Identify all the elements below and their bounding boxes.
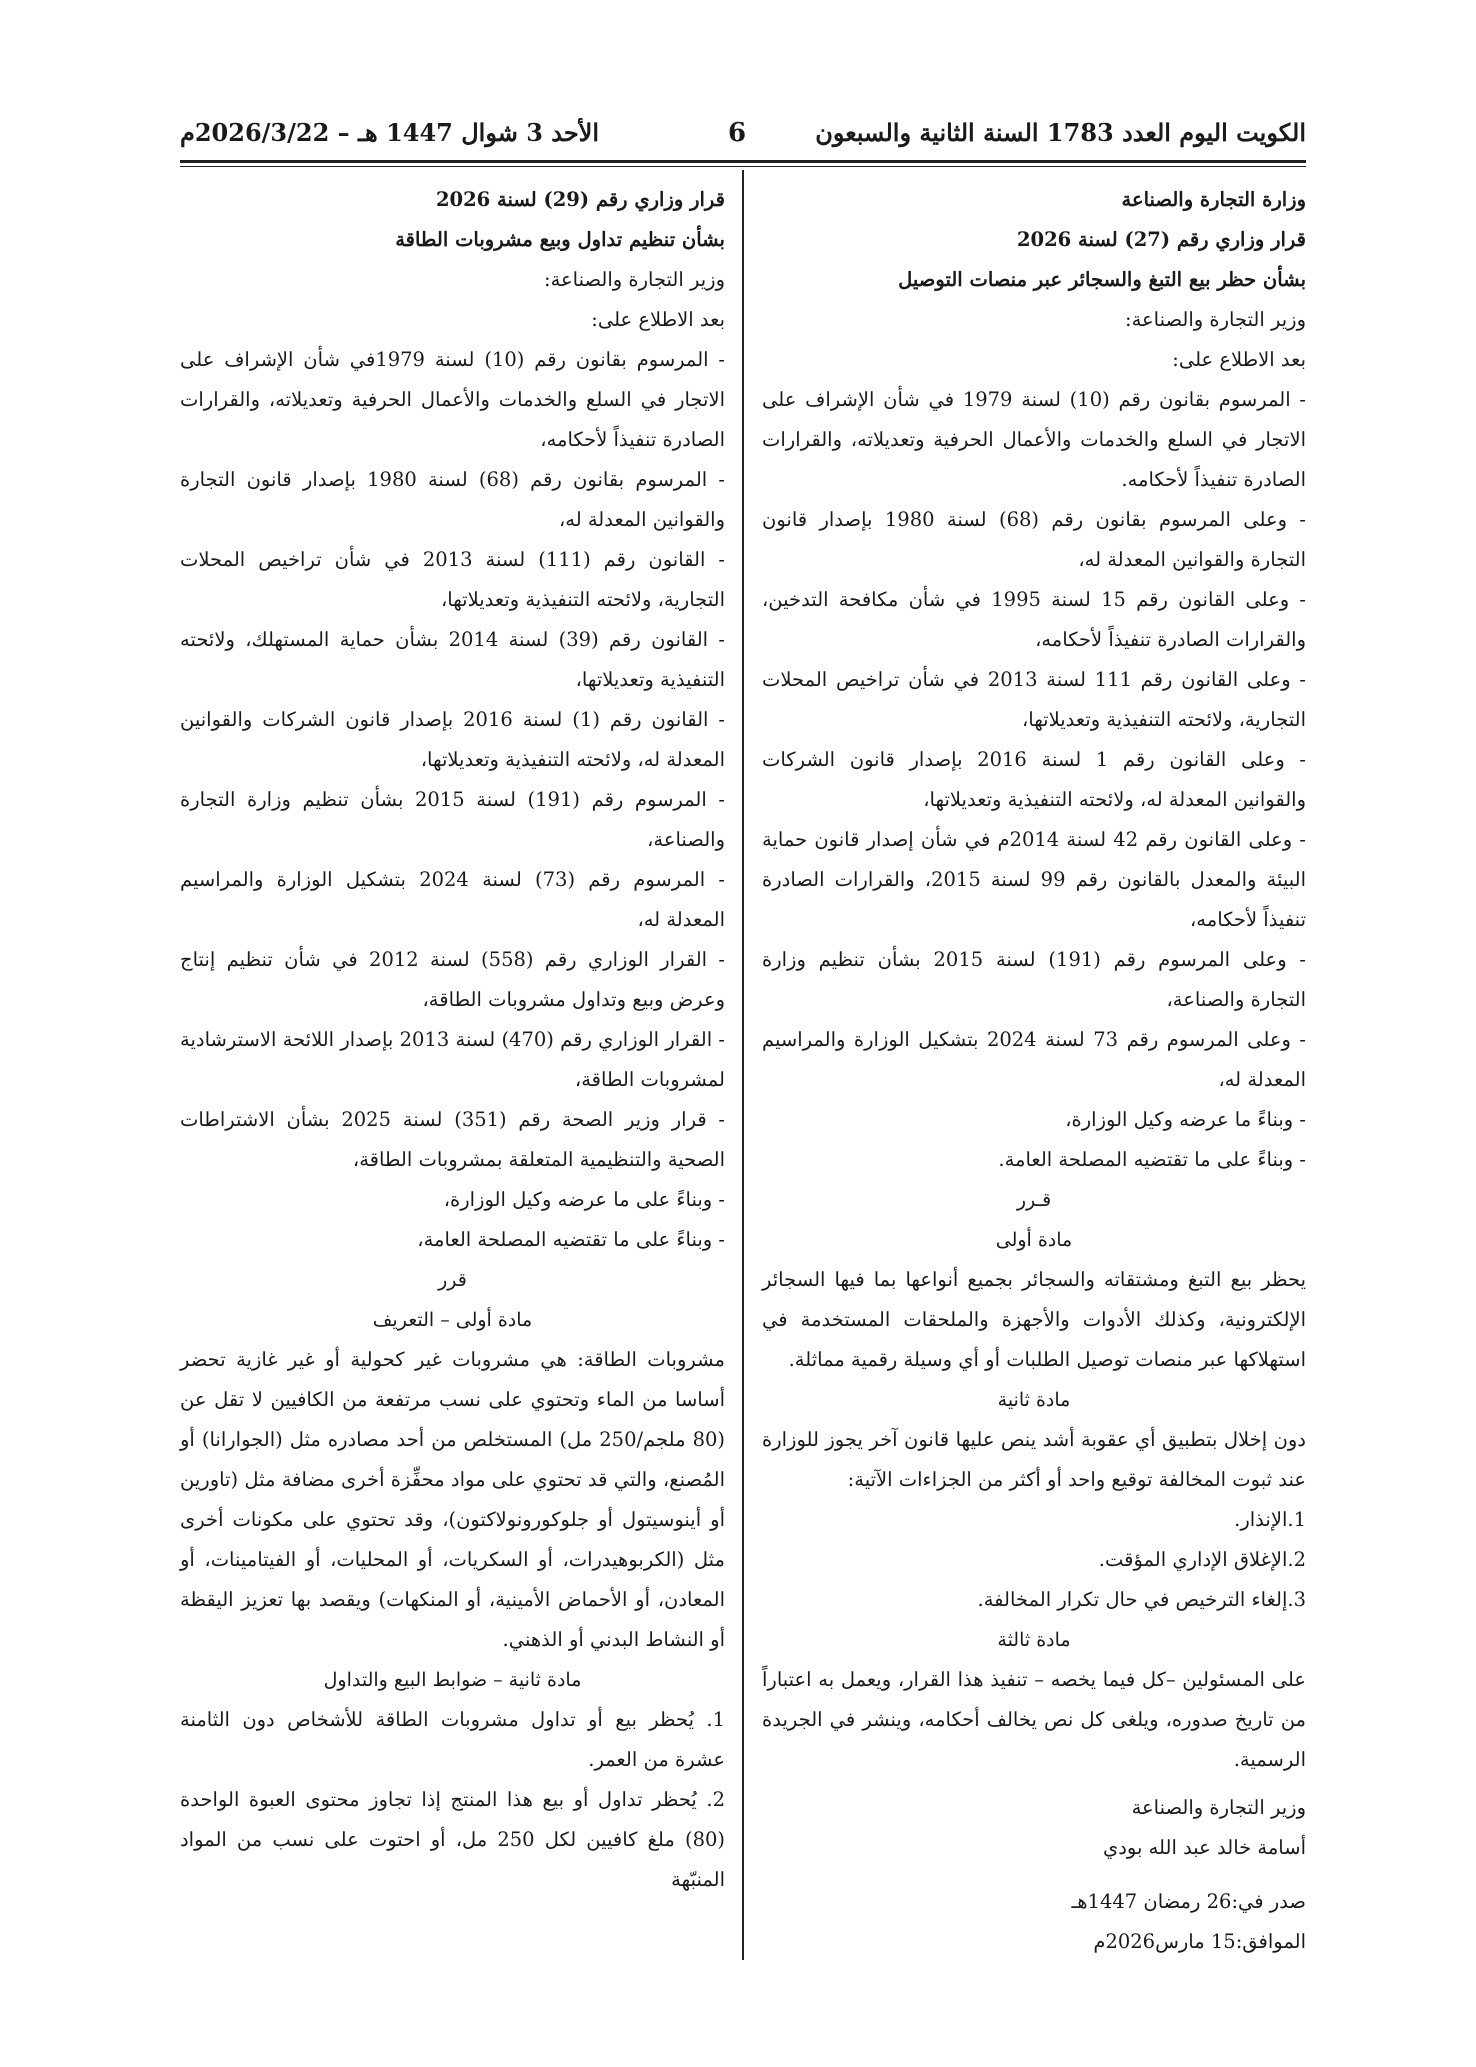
- article-heading: مادة أولى: [995, 1229, 1073, 1251]
- penalty-item: 2.الإغلاق الإداري المؤقت.: [1098, 1548, 1306, 1571]
- signature-block: [762, 1788, 1306, 1868]
- corresponding-date: الموافق:15 مارس2026م: [1093, 1930, 1306, 1953]
- recital: - وعلى القانون رقم 1 لسنة 2016 بإصدار قانون الشركات والقوانين المعدلة له، ولائحته التنفيذية وتعديلاتها،: [762, 748, 1306, 811]
- recital: - المرسوم بقانون رقم (68) لسنة 1980 بإصدار قانون التجارة والقوانين المعدلة له،: [180, 468, 725, 531]
- recital: - القرار الوزاري رقم (470) لسنة 2013 بإصدار اللائحة الاسترشادية لمشروبات الطاقة،: [180, 1028, 725, 1091]
- issue-dates: [762, 1882, 1306, 1962]
- rule-item: 2. يُحظر تداول أو بيع هذا المنتج إذا تجاوز محتوى العبوة الواحدة (80) ملغ كافيين لكل 250 مل، أو احتوت على نسب من المواد المنبّهة: [180, 1788, 725, 1891]
- recital: - وبناءً على ما تقتضيه المصلحة العامة،: [417, 1228, 725, 1251]
- recital: - المرسوم بقانون رقم (10) لسنة 1979في شأن الإشراف على الاتجار في السلع والخدمات والأعمال الحرفية وتعديلاته، والقرارات الصادرة تنفيذاً لأحكامه،: [180, 348, 726, 451]
- article-text: يحظر بيع التبغ ومشتقاته والسجائر بجميع أنواعها بما فيها السجائر الإلكترونية، وكذلك الأدوات والأجهزة والملحقات المستخدمة في استهلاكها عبر منصات توصيل الطلبات أو أي وسيلة رقمية مماثلة.: [762, 1268, 1306, 1371]
- ministry-title: وزارة التجارة والصناعة: [1121, 188, 1306, 211]
- recital: - وعلى المرسوم رقم (191) لسنة 2015 بشأن تنظيم وزارة التجارة والصناعة،: [762, 948, 1306, 1011]
- intro-line: وزير التجارة والصناعة:: [544, 268, 725, 291]
- recital: - قرار وزير الصحة رقم (351) لسنة 2025 بشأن الاشتراطات الصحية والتنظيمية المتعلقة بمشروبات الطاقة،: [180, 1108, 725, 1171]
- decision-subtitle: بشأن تنظيم تداول وبيع مشروبات الطاقة: [395, 228, 725, 251]
- article-text: دون إخلال بتطبيق أي عقوبة أشد ينص عليها قانون آخر يجوز للوزارة عند ثبوت المخالفة توقيع واحد أو أكثر من الجزاءات الآتية:: [762, 1428, 1306, 1491]
- recital: - وعلى القانون رقم 42 لسنة 2014م في شأن إصدار قانون حماية البيئة والمعدل بالقانون رقم 99 لسنة 2015، والقرارات الصادرة تنفيذاً لأحكامه،: [762, 828, 1306, 931]
- intro-line: وزير التجارة والصناعة:: [1125, 308, 1306, 331]
- intro-line: بعد الاطلاع على:: [1172, 348, 1306, 371]
- signature-title: وزير التجارة والصناعة: [1131, 1796, 1306, 1819]
- rule-item: 1. يُحظر بيع أو تداول مشروبات الطاقة للأشخاص دون الثامنة عشرة من العمر.: [180, 1708, 725, 1771]
- issued-date: صدر في:26 رمضان 1447هـ: [1071, 1890, 1306, 1913]
- recital: - القانون رقم (111) لسنة 2013 في شأن تراخيص المحلات التجارية، ولائحته التنفيذية وتعديلاتها،: [180, 548, 725, 611]
- recital: - المرسوم رقم (73) لسنة 2024 بتشكيل الوزارة والمراسيم المعدلة له،: [180, 868, 725, 931]
- header-rule: [180, 160, 1306, 163]
- header-issue-info: الكويت اليوم العدد 1783 السنة الثانية والسبعون: [815, 118, 1306, 147]
- decision-subtitle: بشأن حظر بيع التبغ والسجائر عبر منصات التوصيل: [898, 268, 1306, 291]
- page-number: 6: [728, 118, 747, 148]
- article-heading: مادة ثالثة: [997, 1629, 1071, 1651]
- article-text: على المسئولين –كل فيما يخصه – تنفيذ هذا القرار، ويعمل به اعتباراً من تاريخ صدوره، ويلغى كل نص يخالف أحكامه، وينشر في الجريدة الرسمية.: [762, 1668, 1306, 1771]
- article-heading: مادة أولى – التعريف: [372, 1309, 533, 1331]
- decision-29-column: [180, 180, 725, 1900]
- intro-line: بعد الاطلاع على:: [591, 308, 725, 331]
- signature-name: أسامة خالد عبد الله بودي: [1102, 1836, 1306, 1859]
- recital: - وعلى القانون رقم 111 لسنة 2013 في شأن تراخيص المحلات التجارية، ولائحته التنفيذية وتعديلاتها،: [762, 668, 1306, 731]
- header-rule-thin: [180, 166, 1306, 167]
- article-text: مشروبات الطاقة: هي مشروبات غير كحولية أو غير غازية تحضر أساسا من الماء وتحتوي على نسب مرتفعة من الكافيين لا تقل عن (80 ملجم/250 مل) المستخلص من أحد مصادره مثل (الجوارانا) أو المُصنع، والتي قد تحتوي على مواد محفِّزة أخرى مضافة مثل (تاورين أو أينوسيتول أو جلوكورونولاكتون)، وقد تحتوي على مكونات أخرى مثل (الكربوهيدرات، أو السكريات، أو المحليات، أو الفيتامينات، أو المعادن، أو الأحماض الأمينية، أو المنكهات) ويقصد بها تعزيز اليقظة أو النشاط البدني أو الذهني.: [180, 1348, 725, 1651]
- recital: - القرار الوزاري رقم (558) لسنة 2012 في شأن تنظيم إنتاج وعرض وبيع وتداول مشروبات الطاقة،: [180, 948, 725, 1011]
- recital: - وبناءً على ما تقتضيه المصلحة العامة.: [998, 1148, 1306, 1171]
- decision-title: قرار وزاري رقم (27) لسنة 2026: [1016, 228, 1306, 251]
- header-date: الأحد 3 شوال 1447 هـ – 2026/3/22م: [180, 118, 600, 147]
- recital: - وعلى القانون رقم 15 لسنة 1995 في شأن مكافحة التدخين، والقرارات الصادرة تنفيذاً لأحكامه،: [762, 588, 1306, 651]
- penalty-item: 3.إلغاء الترخيص في حال تكرار المخالفة.: [977, 1588, 1306, 1611]
- recital: - وعلى المرسوم بقانون رقم (68) لسنة 1980 بإصدار قانون التجارة والقوانين المعدلة له،: [762, 508, 1306, 571]
- article-heading: مادة ثانية: [997, 1389, 1071, 1411]
- page-header: [180, 118, 1306, 154]
- decision-27-column: [762, 180, 1306, 1962]
- article-heading: مادة ثانية – ضوابط البيع والتداول: [323, 1669, 582, 1691]
- penalty-item: 1.الإنذار.: [1234, 1508, 1306, 1531]
- column-divider: [742, 170, 744, 1960]
- recital: - القانون رقم (1) لسنة 2016 بإصدار قانون الشركات والقوانين المعدلة له، ولائحته التنفيذية وتعديلاتها،: [180, 708, 725, 771]
- recital: - المرسوم رقم (191) لسنة 2015 بشأن تنظيم وزارة التجارة والصناعة،: [180, 788, 725, 851]
- decided-heading: قرر: [438, 1269, 467, 1291]
- recital: - وعلى المرسوم رقم 73 لسنة 2024 بتشكيل الوزارة والمراسيم المعدلة له،: [762, 1028, 1306, 1091]
- recital: - القانون رقم (39) لسنة 2014 بشأن حماية المستهلك، ولائحته التنفيذية وتعديلاتها،: [180, 628, 725, 691]
- recital: - وبناءً على ما عرضه وكيل الوزارة،: [443, 1188, 725, 1211]
- decided-heading: قـرر: [1016, 1189, 1052, 1211]
- recital: - وبناءً ما عرضه وكيل الوزارة،: [1065, 1108, 1306, 1131]
- recital: - المرسوم بقانون رقم (10) لسنة 1979 في شأن الإشراف على الاتجار في السلع والخدمات والأعمال الحرفية وتعديلاته، والقرارات الصادرة تنفيذاً لأحكامه.: [762, 388, 1306, 491]
- decision-title: قرار وزاري رقم (29) لسنة 2026: [435, 188, 725, 211]
